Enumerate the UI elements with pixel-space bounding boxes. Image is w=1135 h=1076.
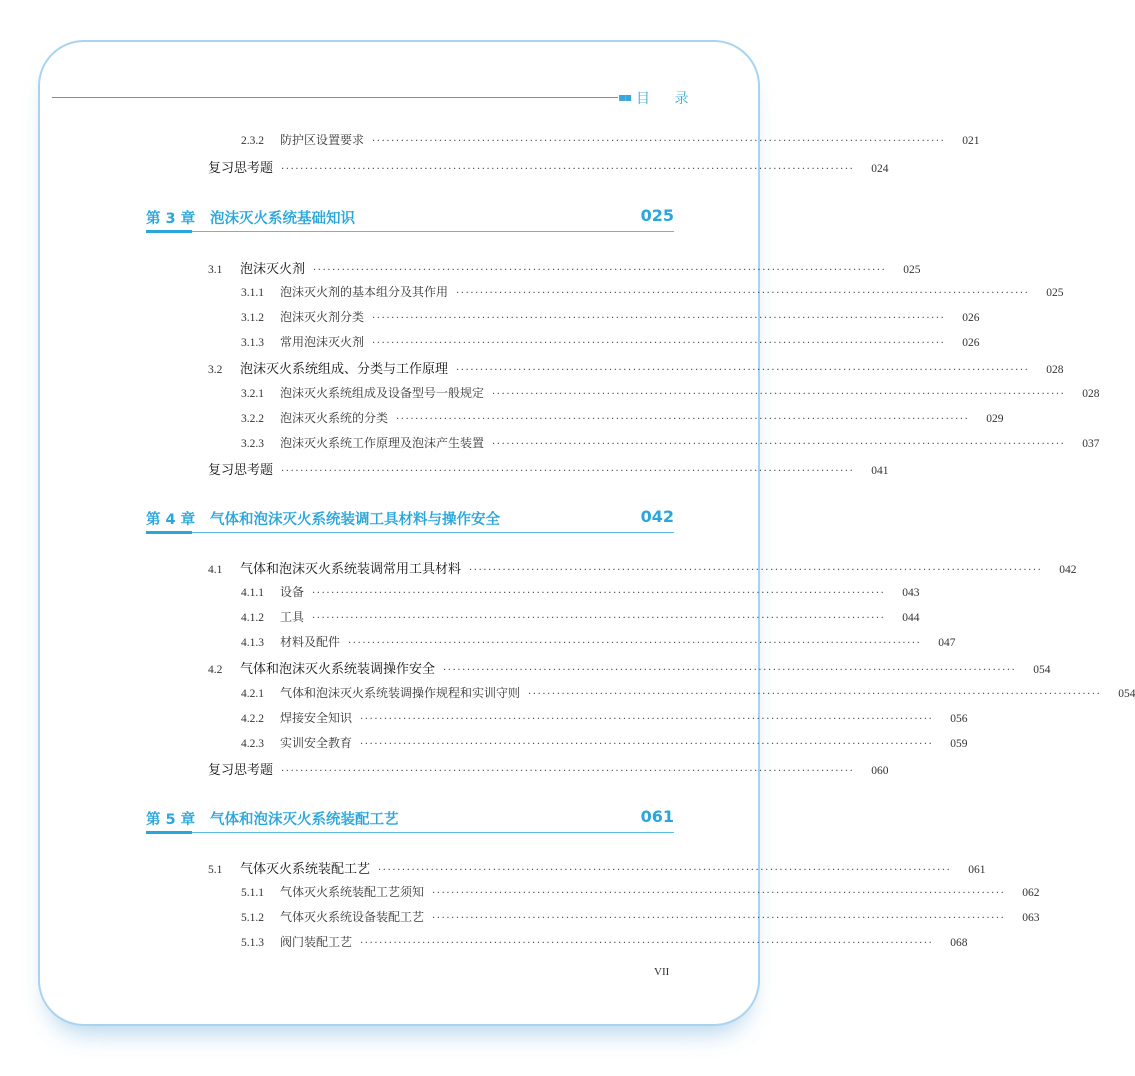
chapter-rule-accent	[146, 531, 192, 534]
entry-page: 028	[1082, 387, 1100, 400]
entry-page: 054	[1033, 664, 1051, 677]
entry-number: 4.1.1	[241, 587, 264, 600]
toc-subsection-entry[interactable]	[241, 734, 968, 754]
entry-title: 复习思考题	[208, 462, 274, 478]
entry-page: 042	[1059, 564, 1077, 576]
entry-page: 063	[1022, 912, 1040, 925]
entry-page: 026	[962, 312, 980, 325]
dot-leader: ························································································································	[312, 613, 886, 625]
entry-page: 029	[986, 412, 1004, 425]
chapter-title: 气体和泡沫灭火系统装配工艺	[210, 812, 399, 828]
entry-page: 025	[903, 264, 921, 276]
entry-title: 设备	[280, 585, 305, 600]
dot-leader: ························································································································	[456, 365, 1030, 377]
toc-subsection-entry[interactable]	[241, 384, 1100, 404]
toc-subsection-entry[interactable]	[241, 608, 920, 628]
dot-leader: ························································································································	[492, 438, 1066, 450]
entry-page: 024	[871, 163, 889, 175]
toc-section-entry[interactable]	[208, 558, 1077, 578]
entry-number: 3.1.2	[241, 312, 264, 325]
dot-leader: ························································································································	[281, 765, 855, 777]
entry-page: 061	[968, 864, 986, 876]
chapter-heading[interactable]	[146, 205, 674, 233]
dot-leader: ························································································································	[528, 688, 1102, 700]
dot-leader: ························································································································	[360, 938, 934, 950]
entry-page: 060	[871, 764, 889, 777]
entry-page: 062	[1022, 887, 1040, 900]
dot-leader: ························································································································	[360, 738, 934, 750]
chapter-rule	[146, 231, 674, 232]
entry-title: 泡沫灭火系统组成、分类与工作原理	[240, 362, 449, 378]
entry-page: 026	[962, 337, 980, 350]
chapter-label: 第 4 章	[146, 512, 196, 528]
entry-page: 043	[902, 587, 920, 600]
entry-title: 工具	[280, 610, 305, 625]
toc-review-entry[interactable]	[208, 459, 889, 479]
dot-leader: ························································································································	[469, 565, 1043, 576]
chapter-page: 061	[640, 807, 674, 826]
entry-title: 泡沫灭火系统的分类	[280, 410, 389, 425]
toc-subsection-entry[interactable]	[241, 131, 980, 151]
dot-leader: ························································································································	[372, 313, 946, 325]
toc-section-entry[interactable]	[208, 258, 921, 278]
entry-title: 气体灭火系统设备装配工艺	[280, 910, 425, 925]
dot-leader: ························································································································	[456, 288, 1030, 300]
toc-subsection-entry[interactable]	[241, 933, 968, 953]
toc-section-entry[interactable]	[208, 358, 1064, 378]
chapter-page: 042	[640, 507, 674, 526]
entry-number: 2.3.2	[241, 135, 264, 147]
entry-number: 3.2.3	[241, 437, 264, 450]
dot-leader: ························································································································	[396, 413, 970, 425]
dot-leader: ························································································································	[432, 888, 1006, 900]
toc-subsection-entry[interactable]	[241, 333, 980, 353]
entry-title: 复习思考题	[208, 161, 274, 176]
toc-review-entry[interactable]	[208, 157, 889, 177]
entry-title: 复习思考题	[208, 762, 274, 778]
dot-leader: ························································································································	[443, 665, 1017, 677]
entry-page: 059	[950, 737, 968, 750]
entry-title: 常用泡沫灭火剂	[280, 335, 365, 350]
entry-number: 5.1.2	[241, 912, 264, 925]
toc-review-entry[interactable]	[208, 759, 889, 779]
dot-leader: ························································································································	[372, 136, 946, 147]
entry-title: 泡沫灭火剂	[240, 262, 306, 277]
entry-number: 4.1.2	[241, 612, 264, 625]
dot-leader: ························································································································	[348, 638, 922, 650]
toc-subsection-entry[interactable]	[241, 283, 1064, 303]
header-title: 目 录	[636, 91, 699, 107]
entry-number: 4.2.2	[241, 712, 264, 725]
chapter-rule-accent	[146, 831, 192, 834]
chapter-rule	[146, 532, 674, 533]
entry-number: 5.1.3	[241, 937, 264, 950]
entry-title: 焊接安全知识	[280, 710, 353, 725]
chapter-page: 025	[640, 206, 674, 225]
chapter-title: 气体和泡沫灭火系统装调工具材料与操作安全	[210, 512, 500, 528]
dot-leader: ························································································································	[378, 865, 952, 876]
toc-subsection-entry[interactable]	[241, 633, 956, 653]
chapter-label: 第 5 章	[146, 812, 196, 828]
toc-subsection-entry[interactable]	[241, 434, 1100, 454]
entry-page: 025	[1046, 287, 1064, 300]
entry-page: 044	[902, 612, 920, 625]
chapter-label: 第 3 章	[146, 211, 196, 227]
dot-leader: ························································································································	[281, 164, 855, 175]
entry-title: 防护区设置要求	[280, 133, 365, 147]
entry-title: 泡沫灭火剂分类	[280, 310, 365, 325]
toc-subsection-entry[interactable]	[241, 709, 968, 729]
entry-title: 气体和泡沫灭火系统装调常用工具材料	[240, 562, 462, 577]
dot-leader: ························································································································	[372, 338, 946, 350]
entry-number: 4.2.1	[241, 687, 264, 700]
entry-number: 3.2.2	[241, 412, 264, 425]
chapter-rule-accent	[146, 230, 192, 233]
toc-section-entry[interactable]	[208, 658, 1051, 678]
entry-page: 047	[938, 637, 956, 650]
entry-title: 材料及配件	[280, 635, 341, 650]
dot-leader: ························································································································	[360, 713, 934, 725]
toc-subsection-entry[interactable]	[241, 684, 1135, 704]
chapter-heading[interactable]	[146, 506, 674, 534]
entry-page: 056	[950, 712, 968, 725]
entry-title: 气体和泡沫灭火系统装调操作安全	[240, 662, 436, 678]
chapter-title: 泡沫灭火系统基础知识	[210, 211, 355, 227]
dot-leader: ························································································································	[492, 388, 1066, 400]
entry-number: 3.2.1	[241, 387, 264, 400]
entry-number: 4.2.3	[241, 737, 264, 750]
entry-page: 028	[1046, 364, 1064, 377]
entry-title: 气体灭火系统装配工艺须知	[280, 885, 425, 900]
dot-leader: ························································································································	[432, 913, 1006, 925]
toc-subsection-entry[interactable]	[241, 908, 1040, 928]
chapter-rule	[146, 832, 674, 833]
entry-title: 泡沫灭火系统工作原理及泡沫产生装置	[280, 435, 485, 450]
entry-title: 阀门装配工艺	[280, 935, 353, 950]
entry-page: 068	[950, 937, 968, 950]
header-rule	[52, 97, 618, 98]
toc-subsection-entry[interactable]	[241, 409, 1004, 429]
entry-number: 4.1	[208, 564, 223, 576]
entry-title: 实训安全教育	[280, 735, 353, 750]
header-mark-icon: ▪▪	[618, 90, 631, 104]
page-folio: VII	[654, 966, 670, 978]
entry-title: 气体和泡沫灭火系统装调操作规程和实训守则	[280, 685, 521, 700]
chapter-heading[interactable]	[146, 806, 674, 834]
toc-subsection-entry[interactable]	[241, 883, 1040, 903]
dot-leader: ························································································································	[281, 465, 855, 477]
entry-number: 3.1.3	[241, 337, 264, 350]
toc-subsection-entry[interactable]	[241, 583, 920, 603]
entry-page: 054	[1118, 687, 1135, 700]
dot-leader: ························································································································	[312, 588, 886, 600]
entry-number: 4.2	[208, 664, 223, 677]
entry-page: 041	[871, 464, 889, 477]
dot-leader: ························································································································	[313, 265, 887, 276]
entry-number: 3.1.1	[241, 287, 264, 300]
entry-number: 5.1.1	[241, 887, 264, 900]
entry-number: 3.1	[208, 264, 223, 276]
toc-section-entry[interactable]	[208, 858, 986, 878]
entry-number: 5.1	[208, 864, 223, 876]
entry-title: 气体灭火系统装配工艺	[240, 862, 371, 877]
entry-number: 3.2	[208, 364, 223, 377]
entry-title: 泡沫灭火剂的基本组分及其作用	[280, 285, 449, 300]
entry-page: 037	[1082, 437, 1100, 450]
entry-page: 021	[962, 135, 980, 147]
entry-number: 4.1.3	[241, 637, 264, 650]
entry-title: 泡沫灭火系统组成及设备型号一般规定	[280, 385, 485, 400]
toc-subsection-entry[interactable]	[241, 308, 980, 328]
